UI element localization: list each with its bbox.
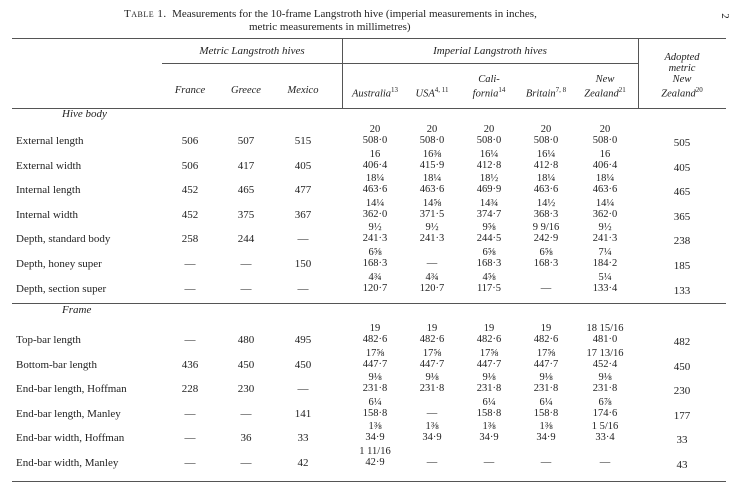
imperial-value <box>410 258 454 269</box>
metric-value: 42 <box>297 457 309 469</box>
imperial-inches: 9⅛ <box>598 372 612 384</box>
imperial-inches: — <box>540 457 552 468</box>
imperial-value <box>524 323 568 345</box>
imperial-value <box>524 457 568 468</box>
imperial-inches: 5¼ <box>598 271 612 283</box>
imperial-millimetres: 174·6 <box>592 407 618 419</box>
imperial-inches: — <box>426 457 438 468</box>
imperial-millimetres: 447·7 <box>533 358 559 370</box>
imperial-value <box>353 198 397 220</box>
group-header-metric: Metric Langstroth hives <box>199 45 305 57</box>
imperial-value <box>410 149 454 171</box>
imperial-value <box>410 323 454 345</box>
metric-value: 515 <box>294 135 312 147</box>
metric-value: 507 <box>237 135 255 147</box>
column-header-line: Adopted <box>664 52 700 63</box>
imperial-inches: 14¾ <box>479 197 499 209</box>
column-header-line: Cali- <box>478 74 500 85</box>
adopted-value: 43 <box>676 459 688 471</box>
imperial-millimetres: 158·8 <box>476 407 502 419</box>
imperial-value <box>410 421 454 443</box>
imperial-millimetres: 447·7 <box>476 358 502 370</box>
imperial-value <box>583 149 627 171</box>
imperial-value <box>583 348 627 370</box>
imperial-inches: 4¾ <box>368 271 382 283</box>
imperial-inches: 18 15/16 <box>586 323 624 334</box>
imperial-millimetres: 168·3 <box>533 258 559 269</box>
column-header-imperial-2 <box>459 74 519 100</box>
imperial-inches: — <box>540 282 552 294</box>
imperial-value <box>583 272 627 294</box>
column-header-imperial-4 <box>575 74 635 100</box>
imperial-millimetres: 362·0 <box>362 208 388 220</box>
imperial-inches: 16 <box>599 148 611 160</box>
metric-value: — <box>240 258 252 270</box>
imperial-millimetres: 231·8 <box>476 383 502 395</box>
group-underline <box>162 63 638 64</box>
row-label: Internal width <box>16 208 79 221</box>
imperial-value <box>353 446 397 468</box>
metric-value: — <box>184 282 196 295</box>
metric-value: — <box>240 457 252 469</box>
imperial-millimetres: 158·8 <box>533 407 559 419</box>
imperial-millimetres: 412·8 <box>476 159 502 171</box>
row-label: End-bar width, Hoffman <box>16 432 125 445</box>
metric-value: 36 <box>240 432 252 445</box>
imperial-inches: 18¼ <box>536 173 556 185</box>
imperial-inches: 6⅝ <box>368 247 382 258</box>
imperial-value <box>524 397 568 419</box>
imperial-millimetres: 415·9 <box>419 159 445 171</box>
imperial-inches: 18¼ <box>595 173 615 185</box>
imperial-inches: 9⅛ <box>482 372 496 384</box>
metric-value: 450 <box>294 358 312 371</box>
metric-value: 417 <box>237 159 255 172</box>
imperial-value <box>524 283 568 294</box>
imperial-millimetres: 406·4 <box>592 159 618 171</box>
column-header-line: fornia$^{14}$ <box>472 86 506 100</box>
imperial-value <box>353 397 397 419</box>
imperial-inches: 4¾ <box>425 271 439 283</box>
metric-value: 367 <box>294 208 312 221</box>
imperial-millimetres: 120·7 <box>419 282 445 294</box>
metric-value: — <box>184 334 196 346</box>
imperial-inches: 1 5/16 <box>591 421 619 433</box>
imperial-inches: 19 <box>426 323 438 334</box>
adopted-value: 450 <box>673 360 691 373</box>
imperial-value <box>583 173 627 195</box>
reference-superscript: 20 <box>695 86 703 94</box>
caption-text-line1: Measurements for the 10-frame Langstroth hive (imperial measurements in inches, <box>172 8 537 20</box>
caption-text-line2: metric measurements in millimetres) <box>249 21 411 33</box>
imperial-value <box>467 272 511 294</box>
imperial-millimetres: 469·9 <box>476 184 502 196</box>
metric-value: — <box>297 282 309 295</box>
imperial-inches: 18¼ <box>365 173 385 185</box>
imperial-value <box>467 173 511 195</box>
column-header-imperial-1 <box>402 85 462 100</box>
imperial-millimetres: 463·6 <box>419 184 445 196</box>
imperial-inches: 16 <box>369 148 381 160</box>
imperial-value <box>467 247 511 269</box>
column-header-imperial-3 <box>516 85 576 100</box>
imperial-inches: 14¼ <box>365 197 385 209</box>
imperial-value <box>583 421 627 443</box>
metric-value: — <box>184 432 196 445</box>
adopted-value: 465 <box>673 186 691 199</box>
imperial-inches: — <box>483 457 495 468</box>
imperial-value <box>524 247 568 269</box>
imperial-value <box>353 149 397 171</box>
table-top-rule <box>12 38 726 39</box>
imperial-value <box>410 272 454 294</box>
metric-value: 506 <box>181 135 199 147</box>
table-bottom-rule <box>12 481 726 482</box>
imperial-millimetres: 371·5 <box>419 208 445 220</box>
metric-value: 452 <box>181 184 199 197</box>
imperial-millimetres: 482·6 <box>533 334 559 345</box>
imperial-value <box>410 173 454 195</box>
imperial-value <box>353 323 397 345</box>
adopted-value: 405 <box>673 161 691 174</box>
header-bottom-rule <box>12 108 726 109</box>
imperial-value <box>467 323 511 345</box>
imperial-value <box>524 173 568 195</box>
imperial-inches: 1⅜ <box>368 421 382 433</box>
imperial-millimetres: 508·0 <box>533 135 559 146</box>
imperial-millimetres: 482·6 <box>476 334 502 345</box>
imperial-value <box>467 198 511 220</box>
column-header-line: USA$^{4, 11}$ <box>415 86 449 100</box>
imperial-millimetres: 33·4 <box>595 432 615 444</box>
imperial-inches: 1⅜ <box>539 421 553 433</box>
imperial-millimetres: 168·3 <box>362 258 388 269</box>
imperial-value <box>353 272 397 294</box>
row-label: Depth, section super <box>16 282 107 295</box>
imperial-millimetres: 508·0 <box>419 135 445 146</box>
imperial-value <box>583 457 627 468</box>
imperial-millimetres: 447·7 <box>362 358 388 370</box>
imperial-inches: 19 <box>540 323 552 334</box>
imperial-inches: — <box>599 457 611 468</box>
imperial-millimetres: 508·0 <box>362 135 388 146</box>
imperial-value <box>467 348 511 370</box>
imperial-millimetres: 34·9 <box>365 432 385 444</box>
row-label: End-bar length, Hoffman <box>16 383 127 396</box>
imperial-inches: 6⅞ <box>598 396 612 408</box>
imperial-inches: 20 <box>599 124 611 135</box>
metric-value: 465 <box>237 184 255 197</box>
imperial-inches: 9½ <box>598 222 612 234</box>
section-title: Hive body <box>62 108 107 120</box>
imperial-value <box>353 124 397 146</box>
imperial-inches: 17⅝ <box>536 347 556 359</box>
column-header-line: Britain$^{7, 8}$ <box>525 86 567 100</box>
imperial-inches: — <box>426 407 438 419</box>
imperial-millimetres: 463·6 <box>592 184 618 196</box>
imperial-value <box>467 457 511 468</box>
imperial-inches: 1 11/16 <box>359 446 391 457</box>
imperial-inches: 14⅝ <box>422 197 442 209</box>
imperial-inches: 9⅛ <box>425 372 439 384</box>
imperial-inches: 9 9/16 <box>532 222 560 234</box>
row-label: End-bar width, Manley <box>16 457 119 469</box>
imperial-inches: 9½ <box>368 222 382 234</box>
row-label: Depth, standard body <box>16 233 111 246</box>
adopted-value: 482 <box>673 336 691 348</box>
imperial-inches: 16¼ <box>536 148 556 160</box>
imperial-inches: 9⅛ <box>539 372 553 384</box>
metric-value: — <box>184 457 196 469</box>
metric-value: 405 <box>294 159 312 172</box>
imperial-inches: 20 <box>483 124 495 135</box>
metric-value: 495 <box>294 334 312 346</box>
adopted-value: 230 <box>673 385 691 398</box>
column-header-line: Australia$^{13}$ <box>351 86 399 100</box>
column-header-greece: Greece <box>231 85 261 96</box>
imperial-value <box>353 421 397 443</box>
imperial-inches: 14½ <box>536 197 556 209</box>
column-header-imperial-0 <box>345 85 405 100</box>
imperial-value <box>410 222 454 244</box>
imperial-value <box>410 198 454 220</box>
imperial-millimetres: 241·3 <box>592 233 618 245</box>
metric-value: 141 <box>294 407 312 420</box>
metric-value: 228 <box>181 383 199 396</box>
imperial-inches: 6¼ <box>539 396 553 408</box>
imperial-value <box>467 372 511 394</box>
imperial-millimetres: 120·7 <box>362 282 388 294</box>
imperial-value <box>524 421 568 443</box>
imperial-inches: 1⅜ <box>482 421 496 433</box>
imperial-millimetres: 241·3 <box>419 233 445 245</box>
row-label: End-bar length, Manley <box>16 407 121 420</box>
metric-value: 452 <box>181 208 199 221</box>
imperial-millimetres: 463·6 <box>362 184 388 196</box>
row-label: External width <box>16 159 82 172</box>
imperial-inches: 7¼ <box>598 247 612 258</box>
column-header-line: New <box>672 74 692 85</box>
imperial-value <box>583 372 627 394</box>
imperial-inches: 14¼ <box>595 197 615 209</box>
imperial-millimetres: 133·4 <box>592 282 618 294</box>
imperial-value <box>467 124 511 146</box>
imperial-inches: 9½ <box>425 222 439 234</box>
imperial-millimetres: 406·4 <box>362 159 388 171</box>
metric-value: 450 <box>237 358 255 371</box>
adopted-value: 365 <box>673 210 691 223</box>
table-caption <box>124 8 537 34</box>
imperial-millimetres: 184·2 <box>592 258 618 269</box>
imperial-millimetres: 34·9 <box>536 432 556 444</box>
imperial-value <box>410 372 454 394</box>
imperial-value <box>583 198 627 220</box>
adopted-value: 505 <box>673 137 691 149</box>
adopted-value: 133 <box>673 284 691 297</box>
reference-superscript: 14 <box>498 86 506 94</box>
imperial-inches: 6⅝ <box>482 247 496 258</box>
imperial-value <box>524 372 568 394</box>
imperial-value <box>467 421 511 443</box>
imperial-inches: 6¼ <box>482 396 496 408</box>
imperial-inches: 4⅝ <box>482 271 496 283</box>
imperial-inches: 17⅝ <box>422 347 442 359</box>
imperial-inches: 6¼ <box>368 396 382 408</box>
imperial-inches: 19 <box>483 323 495 334</box>
adopted-value: 185 <box>673 260 691 272</box>
imperial-inches: 9⅛ <box>368 372 382 384</box>
row-label: Internal length <box>16 184 81 197</box>
group-divider-right <box>638 39 639 109</box>
imperial-millimetres: 42·9 <box>365 457 385 468</box>
imperial-inches: 20 <box>369 124 381 135</box>
imperial-value <box>410 457 454 468</box>
imperial-value <box>524 124 568 146</box>
metric-value: — <box>240 407 252 420</box>
imperial-inches: — <box>426 258 438 269</box>
column-header-france: France <box>174 85 206 96</box>
row-label: Top-bar length <box>16 334 81 346</box>
metric-value: 477 <box>294 184 312 197</box>
imperial-value <box>467 222 511 244</box>
metric-value: 436 <box>181 358 199 371</box>
group-header-imperial: Imperial Langstroth hives <box>433 45 547 57</box>
imperial-value <box>353 222 397 244</box>
imperial-inches: 1⅜ <box>425 421 439 433</box>
imperial-inches: 20 <box>540 124 552 135</box>
imperial-millimetres: 168·3 <box>476 258 502 269</box>
imperial-millimetres: 231·8 <box>592 383 618 395</box>
imperial-value <box>583 323 627 345</box>
imperial-inches: 18¼ <box>422 173 442 185</box>
imperial-millimetres: 34·9 <box>479 432 499 444</box>
imperial-value <box>410 348 454 370</box>
imperial-value <box>467 397 511 419</box>
imperial-value <box>524 348 568 370</box>
row-label: Depth, honey super <box>16 258 102 270</box>
imperial-millimetres: 231·8 <box>362 383 388 395</box>
column-header-mexico: Mexico <box>287 85 319 96</box>
imperial-value <box>524 149 568 171</box>
metric-value: 480 <box>237 334 255 346</box>
imperial-millimetres: 231·8 <box>419 383 445 395</box>
caption-label: Table 1. <box>124 8 167 20</box>
imperial-millimetres: 362·0 <box>592 208 618 220</box>
imperial-value <box>353 173 397 195</box>
row-label: External length <box>16 135 84 147</box>
imperial-millimetres: 482·6 <box>419 334 445 345</box>
imperial-value <box>410 124 454 146</box>
adopted-value: 33 <box>676 434 688 447</box>
imperial-value <box>467 149 511 171</box>
imperial-millimetres: 481·0 <box>592 334 618 345</box>
metric-value: 150 <box>294 258 312 270</box>
metric-value: 258 <box>181 233 199 246</box>
imperial-value <box>353 247 397 269</box>
imperial-millimetres: 447·7 <box>419 358 445 370</box>
metric-value: — <box>184 258 196 270</box>
imperial-millimetres: 374·7 <box>476 208 502 220</box>
reference-superscript: 7, 8 <box>555 86 567 94</box>
metric-value: 375 <box>237 208 255 221</box>
column-header-line: New <box>595 74 615 85</box>
row-label: Bottom-bar length <box>16 358 97 371</box>
reference-superscript: 13 <box>391 86 399 94</box>
metric-value: — <box>297 233 309 246</box>
column-header-adopted <box>650 52 714 100</box>
imperial-inches: 16⅜ <box>422 148 442 160</box>
imperial-inches: 20 <box>426 124 438 135</box>
metric-value: — <box>240 282 252 295</box>
imperial-value <box>524 198 568 220</box>
imperial-millimetres: 231·8 <box>533 383 559 395</box>
reference-superscript: 4, 11 <box>434 86 449 94</box>
imperial-millimetres: 34·9 <box>422 432 442 444</box>
imperial-millimetres: 158·8 <box>362 407 388 419</box>
metric-value: 33 <box>297 432 309 445</box>
imperial-millimetres: 452·4 <box>592 358 618 370</box>
imperial-inches: 17 13/16 <box>586 347 624 359</box>
imperial-value <box>353 348 397 370</box>
imperial-value <box>583 247 627 269</box>
metric-value: — <box>297 383 309 396</box>
column-header-line: metric <box>668 63 696 74</box>
imperial-value <box>583 222 627 244</box>
section-title: Frame <box>62 304 92 316</box>
adopted-value: 177 <box>673 409 691 422</box>
imperial-millimetres: 368·3 <box>533 208 559 220</box>
imperial-millimetres: 244·5 <box>476 233 502 245</box>
imperial-value <box>583 124 627 146</box>
imperial-inches: 19 <box>369 323 381 334</box>
imperial-inches: 6⅝ <box>539 247 553 258</box>
imperial-value <box>353 372 397 394</box>
adopted-value: 238 <box>673 235 691 248</box>
imperial-inches: 9⅝ <box>482 222 496 234</box>
section-divider-rule <box>12 303 726 304</box>
metric-value: 506 <box>181 159 199 172</box>
metric-value: — <box>184 407 196 420</box>
imperial-millimetres: 412·8 <box>533 159 559 171</box>
page-number: 2 <box>718 13 731 19</box>
imperial-millimetres: 463·6 <box>533 184 559 196</box>
imperial-value <box>583 397 627 419</box>
column-header-line: Zealand$^{20}$ <box>661 86 703 100</box>
imperial-value <box>524 222 568 244</box>
imperial-inches: 16¼ <box>479 148 499 160</box>
imperial-millimetres: 242·9 <box>533 233 559 245</box>
column-header-line: Zealand$^{21}$ <box>584 86 626 100</box>
imperial-millimetres: 482·6 <box>362 334 388 345</box>
imperial-inches: 17⅝ <box>365 347 385 359</box>
imperial-inches: 18½ <box>479 173 499 185</box>
imperial-value <box>410 408 454 419</box>
metric-value: 244 <box>237 233 255 246</box>
metric-value: 230 <box>237 383 255 396</box>
reference-superscript: 21 <box>618 86 626 94</box>
imperial-millimetres: 508·0 <box>476 135 502 146</box>
imperial-millimetres: 508·0 <box>592 135 618 146</box>
imperial-inches: 17⅝ <box>479 347 499 359</box>
imperial-millimetres: 117·5 <box>476 282 502 294</box>
imperial-millimetres: 241·3 <box>362 233 388 245</box>
